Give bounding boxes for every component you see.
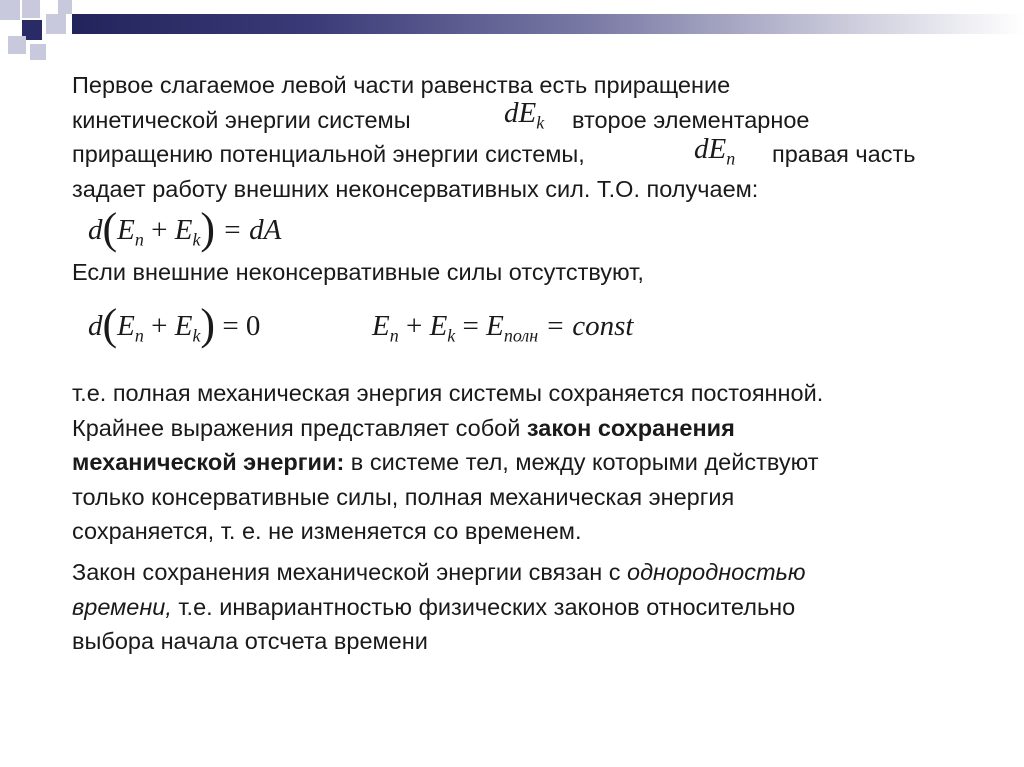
- deco-square: [0, 0, 20, 20]
- text-segment: Закон сохранения механической энергии связан с: [72, 559, 621, 585]
- math-rhs: = 0: [215, 310, 261, 342]
- math-paren: (: [102, 300, 118, 349]
- text-line: только консервативные силы, полная механическая энергия: [72, 484, 735, 510]
- text-line: т.е. полная механическая энергия системы сохраняется постоянной.: [72, 380, 824, 406]
- text-line: выбора начала отсчета времени: [72, 628, 428, 654]
- math-symbol: E: [174, 214, 193, 246]
- math-rhs: = dA: [215, 214, 282, 246]
- math-symbol: d: [694, 133, 709, 165]
- math-subscript: n: [389, 325, 399, 346]
- math-subscript: n: [134, 229, 144, 250]
- math-subscript: n: [726, 148, 736, 169]
- text-line: [72, 451, 1002, 475]
- math-symbol: E: [117, 310, 135, 342]
- math-symbol: d: [504, 97, 519, 129]
- math-symbol: E: [372, 310, 390, 342]
- equation-total-energy: [372, 310, 633, 346]
- math-subscript: n: [134, 325, 144, 346]
- formula-dEn: [694, 135, 735, 167]
- math-operator: =: [455, 310, 487, 342]
- math-subscript: k: [447, 325, 456, 346]
- text-segment: второе элементарное: [572, 107, 810, 133]
- math-operator: +: [143, 214, 175, 246]
- text-segment: в системе тел, между которыми действуют: [344, 449, 819, 475]
- text-line: [72, 133, 1002, 169]
- text-line: [72, 596, 1002, 620]
- text-segment: кинетической энергии системы: [72, 107, 411, 133]
- math-symbol: E: [174, 310, 193, 342]
- text-line: сохраняется, т. е. не изменяется со временем.: [72, 518, 582, 544]
- text-line: Первое слагаемое левой части равенства есть приращение: [72, 72, 731, 98]
- math-symbol: E: [429, 310, 448, 342]
- math-subscript: k: [192, 325, 201, 346]
- math-symbol: E: [486, 310, 504, 342]
- text-segment: т.е. инвариантностью физических законов относительно: [171, 594, 796, 620]
- math-subscript: k: [192, 229, 201, 250]
- header-gradient-bar: [72, 14, 1024, 34]
- deco-square: [30, 44, 46, 60]
- text-segment: Крайнее выражения представляет собой: [72, 415, 521, 441]
- text-italic: времени,: [72, 594, 172, 620]
- text-bold: закон сохранения: [526, 415, 735, 441]
- math-paren: (: [102, 204, 118, 253]
- equation-zero: [88, 300, 261, 349]
- math-operator: +: [398, 310, 430, 342]
- math-subscript: k: [536, 112, 545, 133]
- text-bold: механической энергии:: [72, 449, 345, 475]
- math-rhs: = const: [538, 310, 634, 342]
- text-line: [72, 561, 1002, 585]
- math-paren: ): [200, 204, 216, 253]
- text-line: задает работу внешних неконсервативных сил. Т.О. получаем:: [72, 176, 759, 202]
- text-line: [72, 417, 1002, 441]
- math-symbol: E: [518, 97, 537, 129]
- math-symbol: E: [117, 214, 135, 246]
- math-symbol: E: [708, 133, 727, 165]
- deco-square: [46, 14, 66, 34]
- deco-square: [22, 0, 40, 18]
- math-paren: ): [200, 300, 216, 349]
- deco-square: [58, 0, 72, 14]
- text-line: Если внешние неконсервативные силы отсутствуют,: [72, 259, 644, 285]
- equation-work: [88, 204, 282, 253]
- text-line: [72, 97, 1002, 133]
- deco-square: [8, 36, 26, 54]
- math-symbol: d: [88, 214, 103, 246]
- text-italic: однородностью: [627, 559, 806, 585]
- text-segment: приращению потенциальной энергии системы,: [72, 141, 585, 167]
- math-symbol: d: [88, 310, 103, 342]
- math-subscript: полн: [503, 325, 539, 346]
- text-segment: правая часть: [772, 141, 916, 167]
- formula-dEk: [504, 99, 544, 131]
- math-operator: +: [143, 310, 175, 342]
